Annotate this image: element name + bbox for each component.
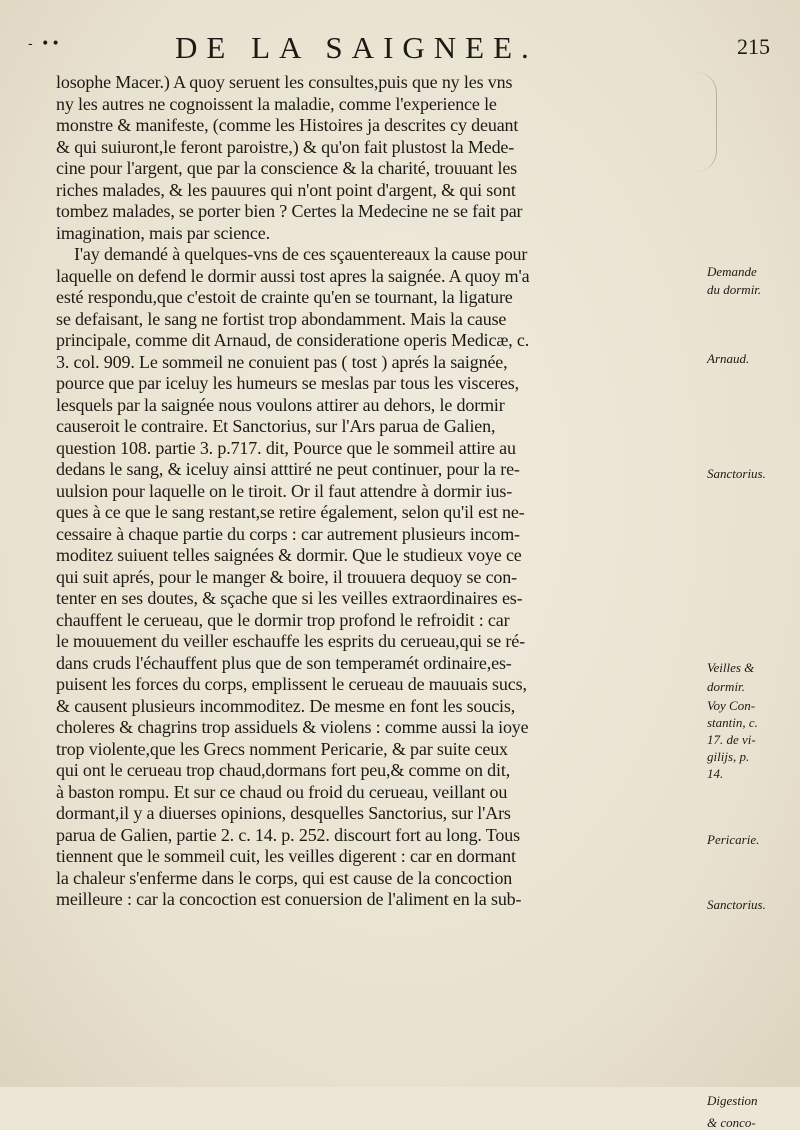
text-line: le mouuement du veiller eschauffe les esprits du cerueau,qui se ré- xyxy=(56,631,525,651)
text-line: à baston rompu. Et sur ce chaud ou froid du cerueau, veillant ou xyxy=(56,781,508,802)
body-text xyxy=(56,72,698,911)
text-line: esté respondu,que c'estoit de crainte qu'en se tournant, la ligature xyxy=(56,287,513,307)
margin-note: Sanctorius. xyxy=(707,466,766,481)
text-line: losophe Macer.) A quoy seruent les consultes,puis que ny les vns xyxy=(56,72,513,92)
margin-note: gilijs, p. xyxy=(707,749,750,764)
text-line: parua de Galien, partie 2. c. 14. p. 252. discourt fort au long. Tous xyxy=(56,824,520,845)
margin-note: Arnaud. xyxy=(707,351,750,366)
text-line: ny les autres ne cognoissent la maladie, comme l'experience le xyxy=(56,93,497,114)
text-line: trop violente,que les Grecs nomment Pericarie, & par suite ceux xyxy=(56,738,508,759)
text-line: dormant,il y a diuerses opinions, desquelles Sanctorius, sur l'Ars xyxy=(56,803,511,823)
page-fold-mark xyxy=(696,72,717,172)
text-line: & qui suiuront,le feront paroistre,) & qu'on fait plustost la Mede- xyxy=(56,136,515,157)
text-line: puisent les forces du corps, emplissent le cerueau de mauuais sucs, xyxy=(56,674,527,694)
text-line: imagination, mais par science. xyxy=(56,222,270,243)
margin-note: Voy Con- xyxy=(707,698,756,713)
text-line: I'ay demandé à quelques-vns de ces sçauentereaux la cause pour xyxy=(74,244,528,264)
text-line: la chaleur s'enferme dans le corps, qui est cause de la concoction xyxy=(56,867,513,888)
text-line: qui ont le cerueau trop chaud,dormans fort peu,& comme on dit, xyxy=(56,760,511,780)
text-line: tombez malades, se porter bien ? Certes la Medecine ne se fait par xyxy=(56,201,523,221)
text-line: moditez suiuent telles saignées & dormir. Que le studieux voye ce xyxy=(56,545,522,565)
margin-note: dormir. xyxy=(707,679,745,694)
text-line: laquelle on defend le dormir aussi tost apres la saignée. A quoy m'a xyxy=(56,265,530,286)
page-header xyxy=(28,30,770,68)
text-line: tenter en ses doutes, & sçache que si les veilles extraordinaires es- xyxy=(56,588,523,608)
text-line: cine pour l'argent, que par la conscience & la charité, trouuant les xyxy=(56,158,518,178)
corner-mark: - •• xyxy=(28,36,62,52)
margin-note: Demande xyxy=(707,264,757,279)
text-line: monstre & manifeste, (comme les Histoires ja descrites cy deuant xyxy=(56,115,519,135)
margin-note: Digestion xyxy=(707,1093,758,1108)
text-line: pource que par iceluy les humeurs se meslas par tous les visceres, xyxy=(56,373,519,393)
margin-note: du dormir. xyxy=(707,282,762,297)
margin-note: & conco- xyxy=(707,1115,756,1130)
text-line: dedans le sang, & iceluy ainsi atttiré ne peut continuer, pour la re- xyxy=(56,459,520,479)
text-line: se defaisant, le sang ne fortist trop abondamment. Mais la cause xyxy=(56,308,507,329)
text-line: choleres & chagrins trop assiduels & violens : comme aussi la ioye xyxy=(56,717,529,737)
margin-note: stantin, c. xyxy=(707,715,758,730)
text-line: causeroit le contraire. Et Sanctorius, sur l'Ars parua de Galien, xyxy=(56,416,496,436)
margin-note: 17. de vi- xyxy=(707,732,756,747)
margin-note: 14. xyxy=(707,766,724,781)
text-line: cessaire à chaque partie du corps : car autrement plusieurs incom- xyxy=(56,523,520,544)
text-line: 3. col. 909. Le sommeil ne conuient pas ( tost ) aprés la saignée, xyxy=(56,351,508,372)
text-line: ques à ce que le sang restant,se retire également, selon qu'il est ne- xyxy=(56,502,525,522)
text-line: lesquels par la saignée nous voulons attirer au dehors, le dormir xyxy=(56,394,505,415)
text-line: & causent plusieurs incommoditez. De mesme en font les soucis, xyxy=(56,695,516,716)
text-line: uulsion pour laquelle on le tiroit. Or il faut attendre à dormir ius- xyxy=(56,480,513,501)
margin-note: Veilles & xyxy=(707,660,755,675)
margin-note: Sanctorius. xyxy=(707,897,766,912)
text-line: tiennent que le sommeil cuit, les veilles digerent : car en dormant xyxy=(56,846,516,866)
text-line: dans cruds l'échauffent plus que de son temperamét ordinaire,es- xyxy=(56,652,512,673)
page-number: 215 xyxy=(737,34,770,59)
text-line: meilleure : car la concoction est conuersion de l'aliment en la sub- xyxy=(56,889,522,909)
margin-note: Pericarie. xyxy=(707,832,760,847)
text-line: qui suit aprés, pour le manger & boire, il trouuera dequoy se con- xyxy=(56,566,517,587)
text-line: principale, comme dit Arnaud, de consideratione operis Medicæ, c. xyxy=(56,330,530,350)
text-line: riches malades, & les pauures qui n'ont point d'argent, & qui sont xyxy=(56,179,516,200)
text-line: question 108. partie 3. p.717. dit, Pource que le sommeil attire au xyxy=(56,437,516,458)
running-title: DE LA SAIGNEE. xyxy=(175,30,538,65)
text-line: chauffent le cerueau, que le dormir trop profond le refroidit : car xyxy=(56,609,510,630)
